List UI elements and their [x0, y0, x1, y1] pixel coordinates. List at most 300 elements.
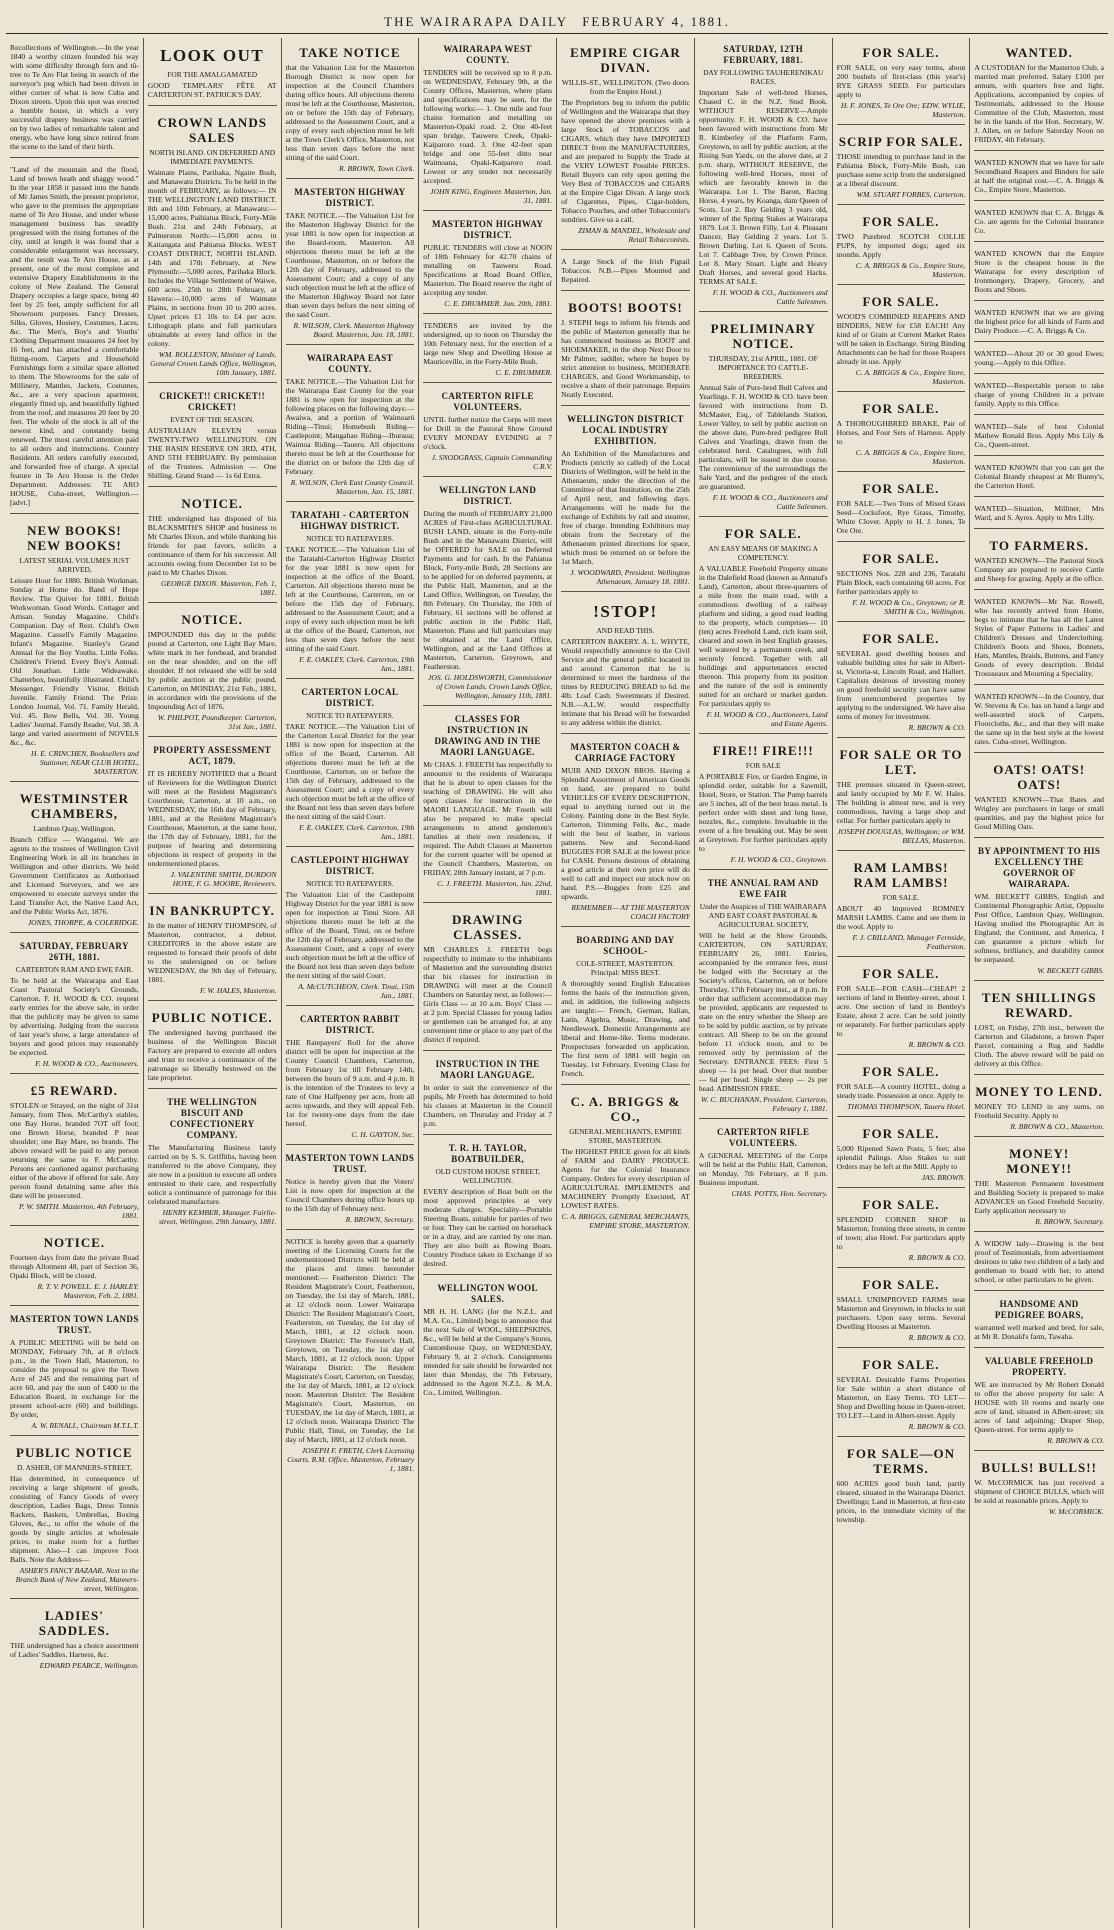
- ad-body: WANTED KNOWN that you can get the Colonial Brandy cheapest at Mr Bunny's, the Carterton Hotel.: [974, 463, 1104, 490]
- ad-heading: CARTERTON RIFLE VOLUNTEERS.: [716, 1127, 810, 1148]
- advertisement: [974, 1139, 1104, 1232]
- advertisement: [423, 316, 552, 383]
- ad-body: THE premises situated in Queen-street, and lately occupied by Mr F. W. Hales. The building is almost new, and is very commodious, having a large shop and cellar. For further particulars apply to: [836, 780, 966, 825]
- advertisement: [837, 127, 966, 205]
- ad-heading: FOR SALE.: [862, 1126, 940, 1141]
- ad-signature: JOSEPH F. FRETH, Clerk Licensing Courts. R.M. Office, Masterton, February 1, 1881.: [287, 1446, 415, 1473]
- ad-heading: TARATAHI - CARTERTON HIGHWAY DISTRICT.: [290, 510, 410, 531]
- ad-body: WM. BECKETT GIBBS, English and Continental Photographic Artist, Opposite Post Office, Lambton Quay, Wellington. Having studied the Photographic Art in England, the Continent, and America, I can guarantee a picture which for softness, brilliancy, and durability cannot be surpassed.: [974, 892, 1104, 964]
- ad-heading: FOR SALE.: [862, 551, 940, 566]
- ad-subheading: FOR THE AMALGAMATED: [167, 70, 258, 79]
- ad-heading: THE WELLINGTON BISCUIT AND CONFECTIONERY COMPANY.: [167, 1097, 258, 1140]
- advertisement: [837, 853, 966, 957]
- ad-heading: IN BANKRUPTCY.: [149, 903, 275, 918]
- ad-heading: FOR SALE.: [862, 966, 940, 981]
- ad-subheading: COLE-STREET, MASTERTON. Principal: MISS BEST.: [576, 959, 675, 977]
- advertisement: [561, 736, 690, 927]
- ad-subheading: NOTICE TO RATEPAYERS.: [306, 711, 394, 720]
- ad-heading: PUBLIC NOTICE.: [151, 1010, 273, 1025]
- ad-heading: NEW BOOKS! NEW BOOKS!: [27, 523, 122, 553]
- ad-signature: H. E. CRINCHEN, Booksellers and Stationer, NEAR CLUB HOTEL, MASTERTON.: [30, 749, 139, 776]
- ad-body: GOOD TEMPLARS' FÊTE AT CARTERTON ST. PATRICK'S DAY.: [147, 81, 277, 99]
- advertisement: [699, 519, 828, 734]
- ad-body: A thoroughly sound English Education forms the basis of the instruction given, and, in addition, the following subjects are taught:— French, German, Italian, Latin, Algebra, Music, Drawing, and Needlework. Domestic Arrangements are liberal and Home-like. Terms moderate. Prospectuses forwarded on application. The first term of 1881 will begin on Tuesday, 1st February. Evening Class for French.: [561, 979, 690, 1078]
- advertisement: [561, 929, 690, 1085]
- advertisement: [10, 1228, 139, 1306]
- ad-signature: ZIMAN & MANDEL, Wholesale and Retail Tobacconists.: [578, 226, 690, 244]
- ad-body: Will be held at the Show Grounds, CARTERTON, ON SATURDAY, FEBRUARY 26, 1881. Entries, accompanied by the entrance fees, must be lodged with the Secretary at the Society's offices, Carterton, on or before Thursday, 17th February inst., at 8 p.m. In order that sufficient accommodation may be provided, applicants are requested to state on the entry whether the Sheep are to be sold by public auction, or by private contract. All Sheep to be on the ground before 11 o'clock noon, and to be removed only by permission of the Secretary. ENTRANCE FEES: First 5 sheep — 1s per head. Over that number — 6d per head. Single sheep — 2s per head. ADMISSION FREE.: [698, 931, 828, 1093]
- ad-body: WANTED KNOWN that the Empire Store is the cheapest house in the Wairarapa for every description of Ironmongery, Drapery, Grocery, and Boots and Shoes.: [974, 249, 1104, 294]
- ad-signature: ASHER'S FANCY BAZAAR, Next to the Branch Bank of New Zealand, Manners-street, Wellington.: [15, 1566, 139, 1593]
- ad-heading: BOARDING AND DAY SCHOOL-: [576, 935, 675, 956]
- ad-heading: PROPERTY ASSESSMENT ACT, 1879.: [153, 745, 272, 766]
- ad-body: warranted well marked and bred, for sale, at Mr R. Donald's farm, Tawaha.: [974, 1323, 1104, 1341]
- ad-subheading: DAY FOLLOWING TAUHERENIKAU RACES.: [703, 68, 824, 86]
- ad-heading: FOR SALE.: [862, 294, 940, 309]
- ad-subheading: Lambton Quay, Wellington.: [33, 824, 116, 833]
- ad-signature: F. E. OAKLEY, Clerk. Carterton, 19th Jan., 1881.: [299, 655, 415, 673]
- ad-body: A VALUABLE Freehold Property situate in the Dalefield Road (known as Annand's Land), Carterton, about three-quarters of a mile from the main road, with a commodious dwelling of a railway platform and siding, a good road leading to the property, which comprises— 10 (ten) acres Freehold Land, rich loam soil, cleared and sown in best English grasses, well watered by a permanent creek, and securely fenced. Together with all buildings and appurtenances erected thereon. This property from its position and the nature of the soil is eminently suited for an orchard or market garden. For particulars apply to: [698, 564, 828, 708]
- advertisement: [148, 1091, 277, 1231]
- advertisement: [974, 1453, 1104, 1521]
- ad-signature: HENRY KEMBER, Manager. Fairlie-street, Wellington, 29th January, 1881.: [158, 1208, 277, 1226]
- advertisement: [148, 739, 277, 894]
- ad-body: A WIDOW lady—Drawing is the best proof of Testimonials, from advertisement desirous to take two children of a lady and gentleman to board with her, to attend school, or other particulars to be given.: [974, 1239, 1104, 1284]
- ad-body: The Manufacturing Business lately carried on by S. S. Griffiths, having been transferred to the above Company, they are now in a position to execute all orders entrusted to their care, and respectfully solicit a continuance of patronage for this celebrated manufacture.: [147, 1143, 277, 1206]
- advertisement: [837, 207, 966, 285]
- advertisement: [10, 1601, 139, 1675]
- ad-signature: R. WILSON, Clerk. Masterton Highway Board. Masterton, Jan. 18, 1881.: [293, 321, 415, 339]
- advertisement: [837, 624, 966, 738]
- ad-signature: W. McCORMICK.: [1048, 1507, 1104, 1516]
- ad-heading: CRICKET!! CRICKET!! CRICKET!: [159, 391, 266, 412]
- advertisement: [148, 896, 277, 1001]
- ad-heading: FOR SALE.: [862, 481, 940, 496]
- advertisement: [974, 755, 1104, 838]
- ad-signature: JOHN KING, Engineer. Masterton, Jan. 31, 1881.: [430, 187, 553, 205]
- ad-heading: WANTED.: [1005, 45, 1073, 60]
- ad-signature: R. BROWN, Town Clerk.: [339, 164, 415, 173]
- ad-body: TAKE NOTICE.—The Valuation List of the Taratahi-Carterton Highway District for the year 1881 is now open for inspection at the office of the Board, Carterton. All objections thereto must be left at the Courthouse, Carterton, on or before the 15th day of February, addressed to the Assessment Court; and a copy of every such objection must be left at the office of the Board, Carterton, not less than seven days before the next sitting of the said Court.: [285, 545, 415, 653]
- ad-body: In order to suit the convenience of the pupils, Mr Freeth has determined to hold his classes at Masterton in the Council Chambers, on Thursday and Friday at 7 p.m.: [423, 1083, 553, 1128]
- ad-body: FOR SALE.—Two Tons of Mixed Grass Seed—Cocksfoot, Rye Grass, Timothy, White Clover. Apply to H. J. Jones, Te Ore Ore.: [836, 499, 966, 535]
- ad-heading: LADIES' SADDLES.: [38, 1608, 110, 1638]
- ad-heading: THE ANNUAL RAM AND EWE FAIR: [707, 878, 819, 899]
- ad-heading: NOTICE.: [181, 612, 243, 627]
- ad-heading: BY APPOINTMENT TO HIS EXCELLENCY THE GOVERNOR OF WAIRARAPA.: [977, 846, 1101, 889]
- ad-signature: CHAS. POTTS, Hon. Secretary.: [731, 1189, 828, 1198]
- ad-body: In the matter of HENRY THOMPSON, of Masterton, contractor, a debtor. CREDITORS in the above estate are requested to forward their proofs of debt to the undersigned on or before WEDNESDAY, the 9th day of February, 1881.: [147, 921, 277, 984]
- ad-heading: PUBLIC NOTICE: [16, 1445, 133, 1460]
- advertisement: [423, 1277, 552, 1403]
- column-4: [419, 38, 557, 1928]
- advertisement: [974, 592, 1104, 685]
- advertisement: [286, 1232, 415, 1478]
- columns: [6, 38, 1108, 1928]
- ad-heading: FOR SALE.: [862, 1277, 940, 1292]
- ad-body: WANTED KNOWN—Mr Nat. Rowell, who has recently arrived from Home, begs to intimate that he has all the Latest Styles of Paper Patterns in Ladies' and Children's Dresses and Underclothing. Children's Boots and Shoes, Bonnets, Hats, Mantles, Braids, Buttons, and Fancy Goods of every description. Bridal Trousseaux and Mourning a Speciality.: [974, 597, 1104, 678]
- column-7: [833, 38, 971, 1928]
- advertisement: [974, 344, 1104, 374]
- advertisement: [286, 347, 415, 502]
- advertisement: [423, 1137, 552, 1275]
- ad-heading: WELLINGTON LAND DISTRICT.: [439, 485, 537, 506]
- advertisement: [699, 38, 828, 312]
- column-6: [695, 38, 833, 1928]
- ad-heading: CASTLEPOINT HIGHWAY DISTRICT.: [290, 855, 410, 876]
- ad-subheading: LATEST SERIAL VOLUMES JUST ARRIVED,: [19, 556, 130, 574]
- ad-signature: R. BROWN & CO.: [908, 1040, 966, 1049]
- ad-body: Important Sale of well-bred Horses, Chased C. in the N.Z. Stud Book. WITHOUT RESERVE—Ample opportunity. F. H. WOOD & CO. have been favored with instructions from Mr R. Kimberley of the Platform Farm, Greytown, to sell by public auction, at the Rising Sun Yards, on the above date, at 2 p.m. sharp, WITHOUT RESERVE, the following well-bred Horses, most of which are favorably known in the Wairarapa. Lot 1. The Baron, Racing Horse, 4 years, by Koanga, dam Queen of Scots. Lot 2. Bay Gelding 3 years old, winner of the Spring Stakes at Wairarapa 1879. Lot 3. Brown Filly. Lot 4. Pleasant Dancer, Bay Gelding 2 years. Lot 5. Brown Darling. Lot 6. Queen of Scots. Lot 7. Cabbage Tree, by Crown Prince. Lot 8. Mary Stuart. Light and Heavy Draft Horses, and several good Hacks. TERMS AT SALE.: [698, 88, 828, 286]
- advertisement: [10, 516, 139, 782]
- ad-signature: WM. ROLLESTON, Minister of Lands. General Crown Lands Office, Wellington, 10th January, 1881.: [150, 350, 277, 377]
- ad-body: Recollections of Wellington.—In the year 1840 a worthy citizen founded his way with some difficulty through fern and tû-tree to Te Aro Flat being in search of the surveyor's peg which had been driven in either corner of what is now Cuba and Dixon streets. Upon this spot was erected a humble house, in which a very successful drapery business was carried on by two ladies of remarkable talent and energy, who have long since retired from the scene to the land of their birth.: [10, 43, 139, 151]
- advertisement: [286, 681, 415, 847]
- ad-heading: MONEY! MONEY!!: [1006, 1146, 1072, 1176]
- ad-body: WOOD'S COMBINED REAPERS AND BINDERS, NEW for £58 EACH! Any kind of or Grain at Current Market Rates will be taken in Exchange. String Binding Attachments can be had for those Reapers already in use. Apply: [836, 312, 966, 366]
- advertisement: [974, 303, 1104, 342]
- ad-signature: H. F. JONES, Te Ore Ore; EDW. WYLIE, Masterton.: [840, 101, 966, 119]
- masthead-title: THE WAIRARAPA DAILY: [384, 14, 569, 29]
- ad-heading: MASTERTON COACH & CARRIAGE FACTORY: [570, 742, 681, 763]
- advertisement: [10, 1308, 139, 1436]
- ad-heading: TEN SHILLINGS REWARD.: [981, 990, 1097, 1020]
- ad-body: WANTED—Situation, Milliner, Mrs Ward, and S. Ayres. Apply to Mrs Lilly.: [974, 504, 1104, 522]
- ad-heading: !STOP!: [593, 602, 658, 621]
- ad-body: PUBLIC TENDERS will close at NOON of 18th February for 42.70 chains of metalling on Tauweru Road. Specifications at Road Board Office, Masterton. The Board reserve the right of accepting any tender.: [423, 243, 553, 297]
- advertisement: [148, 489, 277, 603]
- ad-signature: EDWARD PEARCE, Wellington.: [39, 1661, 139, 1670]
- ad-signature: R. T. V. POWELL. E. J. HARLEY. Masterton, Feb. 2, 1881.: [37, 1282, 139, 1300]
- advertisement: [10, 784, 139, 933]
- advertisement: [561, 594, 690, 734]
- advertisement: [561, 1087, 690, 1235]
- advertisement: [837, 394, 966, 472]
- ad-body: CARTERTON BAKERY. A. L. WHYTE, Would respectfully announce to the Civil Service and the general public located in and around Carterton that he is determined to meet the hardness of the times by REDUCING BREAD to 6d. the 4lb. Loaf Cash. Sweetmeats if Desired. N.B.—A.L.W. would respectfully intimate that his Bread will be forwarded to any address within the district.: [561, 637, 690, 727]
- ad-heading: WESTMINSTER CHAMBERS,: [19, 791, 129, 821]
- ad-signature: R. BROWN, Secretary.: [345, 1215, 415, 1224]
- ad-signature: R. BROWN & CO.: [908, 1333, 966, 1342]
- ad-body: TAKE NOTICE.—The Valuation List for the Masterton Highway District for the year 1881 is now open for inspection at the Board-room, Masterton. All objections thereto must be left at the Courthouse, Masterton, on or before the 12th day of February, addressed to the Assessment Court; and a copy of any such objection must be left at the office of the Masterton Highway Board not later than seven days before the next sitting of the said Court.: [285, 211, 415, 319]
- ad-subheading: OLD CUSTOM HOUSE STREET, WELLINGTON.: [435, 1167, 540, 1185]
- advertisement: [423, 1053, 552, 1135]
- ad-body: that the Valuation List for the Masterton Borough District is now open for inspection at the Council Chambers during office hours. All objections thereto must be left at the Courthouse, Masterton, on or before the 15th day of February, addressed to the Assessment Court, and a copy of every such objection must be left at the Town Clerk's Office, Masterton, not less than seven days before the next sitting of the said Court.: [285, 63, 415, 162]
- ad-signature: C. E. DRUMMER. Jan. 20th, 1881.: [444, 299, 553, 308]
- ad-signature: JOSEPH DOUGLAS, Wellington; or WM. BELLAS, Masterton.: [837, 827, 966, 845]
- ad-heading: CARTERTON LOCAL DISTRICT.: [301, 687, 399, 708]
- ad-heading: TO FARMERS.: [989, 538, 1089, 553]
- column-3: [282, 38, 420, 1928]
- ad-body: During the month of FEBRUARY 21,000 ACRES of First-class AGRICULTURAL BUSH LAND, situate in the Forty-mile Bush and in the Manawatu District, will be OFFERED for SALE on Deferred Payments and for cash. In the Pahiatua Block, Forty-mile Bush, 28 Sections are to be applied for on deferred payments, at the Public Hall, Masterton, and at the Land Office, Wellington, on Tuesday, the 8th February. On Thursday, the 10th of February, 61 sections will be offered at public auction in the Public Hall, Masterton. Plans and full particulars may be obtained at the Land Office, Wellington, and at the Land Offices at Masterton, Carterton, Greytown, and Featherston.: [423, 509, 553, 671]
- ad-heading: FOR SALE.: [862, 1197, 940, 1212]
- ad-subheading: CARTERTON RAM AND EWE FAIR.: [15, 965, 134, 974]
- ad-subheading: NORTH ISLAND. ON DEFERRED AND IMMEDIATE PAYMENTS.: [149, 148, 276, 166]
- ad-body: THE Masterton Permanent Investment and Building Society is prepared to make ADVANCES on Good Freehold Security. Early application necessary to: [974, 1179, 1104, 1215]
- advertisement: [148, 1003, 277, 1089]
- ad-body: To be held at the Wairarapa and East Coast Pastoral Society's Grounds, Carterton. F. H. WOOD & CO. request early entries for the above sale, in order that the publicity may be given to same by advertising. Judging from the success of last year's show, a large attendance of buyers and good prices may reasonably be expected.: [10, 976, 139, 1057]
- advertisement: [699, 314, 828, 517]
- ad-body: SECTIONS Nos. 228 and 236, Taratahi Plain Block, each containing 60 acres. For further particulars apply to: [836, 569, 966, 596]
- advertisement: [561, 293, 690, 406]
- advertisement: [974, 1234, 1104, 1291]
- ad-body: FOR SALE, on very easy terms, about 200 bushels of first-class (this year's) RYE GRASS SEED. For particulars apply to: [836, 63, 966, 99]
- ad-heading: CROWN LANDS SALES: [157, 115, 267, 145]
- ad-body: WE are instructed by Mr Robert Donald to offer the above property for sale: A HOUSE with 10 rooms and nearly one acre of land, situated in Albert-street; six acres of land adjoining; Draper Shop, Queen-street. For terms apply to: [974, 1380, 1104, 1434]
- ad-body: THE undersigned has a choice assortment of Ladies' Saddles, Harness, &c.: [10, 1641, 139, 1659]
- ad-body: An Exhibition of the Manufactures and Products (strictly so called) of the Local Districts of Wellington, will be held in the Athenaeum, under the direction of the Committee of that Institution, on the 25th of April next, and following days. Arrangements will be made for the exchange of Exhibits by rail and steamer, free of charge. Intending Exhibitors may obtain from the Secretary of the Athenaeum printed directions for space, which must be returned on or before the 1st March.: [561, 449, 690, 566]
- ad-body: A Large Stock of the Irish Pigtail Tobaccos. N.B.—Pipes Mounted and Repaired.: [561, 257, 690, 284]
- advertisement: [974, 499, 1104, 529]
- ad-signature: J. WOODWARD, President. Wellington Athenaeum, January 18, 1881.: [570, 568, 690, 586]
- advertisement: [837, 740, 966, 851]
- ad-body: A GENERAL MEETING of the Corps will be held at the Public Hall, Carterton, on Monday, 7th February, at 8 p.m. Business important.: [698, 1151, 828, 1187]
- ad-signature: R. BROWN & CO.: [908, 723, 966, 732]
- advertisement: [286, 504, 415, 679]
- ad-body: TAKE NOTICE.—The Valuation List for the Wairarapa East County for the year 1881 is now open for inspection at the following places on the following days:— Awaiwa, and a portion of Waimoarú Riding—Tinui; Homebush Riding—Castlepoint; Mangahao Riding—Ihuraua; Waimoa Riding—Taueru. All objections thereto must be left at the Courthouse for the district on or before the 12th day of February.: [285, 377, 415, 476]
- ad-body: Annual Sale of Pure-bred Bull Calves and Yearlings. F. H. WOOD & CO. have been favored with instructions from D. McMaster, Esq., of Tablelands Station, Lower Valley, to sell by public auction on the above date, Pure-bred pedigree Bull Calves and Yearlings, drawn from the celebrated herd. Catalogues, with full particulars, will be issued in due course. The convenience of the surroundings the Sale Yard, and the pedigree of the stock are guaranteed.: [698, 383, 828, 491]
- advertisement: [837, 1190, 966, 1268]
- ad-body: WANTED KNOWN that we are giving the highest price for all kinds of Farm and Dairy Produce.—C. A. Briggs & Co.: [974, 308, 1104, 335]
- advertisement: [286, 1147, 415, 1230]
- ad-body: SMALL UNIMPROVED FARMS near Masterton and Greytown, in blocks to suit purchasers. Upon easy terms. Several Dwelling Houses at Masterton.: [836, 1295, 966, 1331]
- advertisement: [148, 605, 277, 737]
- advertisement: [837, 287, 966, 392]
- advertisement: [837, 1270, 966, 1348]
- ad-body: The undersigned having purchased the business of the Wellington Biscuit Factory are prepared to execute all orders and trust to receive a continuance of the patronage so liberally bestowed on the late proprietor.: [147, 1028, 277, 1082]
- advertisement: [10, 935, 139, 1074]
- ad-body: WANTED—Sale of best Colonial Mathew Ronald Bros. Apply Mrs Lily & Co., Queen-street.: [974, 422, 1104, 449]
- ad-heading: INSTRUCTION IN THE MAORI LANGUAGE.: [435, 1059, 540, 1080]
- ad-body: WANTED KNOWN—In the Country, that W. Stevens & Co. has on hand a large and well-assorted stock of Carpets, Floorcloths, &c., and that they will make the same up in the best style at the lowest rates. Cuba-street, Wellington.: [974, 692, 1104, 746]
- ad-heading: FOR SALE.: [862, 214, 940, 229]
- advertisement: [423, 38, 552, 211]
- ad-heading: SCRIP FOR SALE.: [838, 134, 964, 149]
- advertisement: [837, 544, 966, 622]
- advertisement: [837, 959, 966, 1055]
- ad-signature: GEORGE DIXON. Masterton, Feb. 1, 1881.: [160, 579, 277, 597]
- ad-body: THOSE intending to purchase land in the Pahiatua Block, Forty-Mile Bush, can purchase some scrip from the undersigned at a liberal discount.: [836, 152, 966, 188]
- ad-body: FOR SALE—FOR CASH—CHEAP! 2 sections of land in Bentley-street, about 1 acre. One section of land in Bentley's Estate, about 2 acre. Can be sold jointly or separately. For further particulars apply to: [836, 984, 966, 1038]
- ad-subheading: WILLIS-ST., WELLINGTON. (Two doors from the Empire Hotel.): [561, 78, 690, 96]
- ad-body: IMPOUNDED this day in the public pound at Carterton, one Light Bay Mare, white mark in her forehead, and branded on the near shoulder, and on the off shoulder. If not released she will be sold by public auction at the public pound, Carterton, on MONDAY, 21st Feb., 1881, in accordance with the provisions of the Impounding Act of 1876.: [147, 630, 277, 711]
- ad-signature: C. A. BRIGGS, GENERAL MERCHANTS, EMPIRE STORE, MASTERTON.: [561, 1212, 690, 1230]
- ad-body: TENDERS will be received up to 8 p.m. on WEDNESDAY, February 9th, at the County Offices, Masterton, where plans and specifications may be seen, for the following works:— 1. One mile and four chains formation and metalling on Masterton-Opaki road. 2. One 40-feet span bridge, Tauweru Creek, Opaki-Kaiparoro road. 3. One 42-feet span bridge and one 55-feet ditto near Waimoana, Opaki-Kaiparoro road. Lowest or any tender not necessarily accepted.: [423, 68, 553, 185]
- ad-heading: MASTERTON TOWN LANDS TRUST.: [10, 1314, 139, 1335]
- ad-signature: A. W. RENALL, Chairman M.T.L.T.: [31, 1421, 139, 1430]
- advertisement: [423, 905, 552, 1051]
- ad-heading: WAIRARAPA EAST COUNTY.: [306, 353, 394, 374]
- advertisement: [974, 38, 1104, 151]
- ad-subheading: EVENT OF THE SEASON.: [170, 415, 255, 424]
- ad-body: TENDERS are invited by the undersigned, up to noon on Thursday the 10th February next, for the erection of a large new Shop and Dwelling House at Mauriceville, in the Forty-Mile Bush.: [423, 321, 553, 366]
- ad-signature: JAS. BROWN.: [921, 1173, 966, 1182]
- ad-body: J. STEPH begs to inform his friends and the public of Masterton generally that he has commenced business as BOOT and SHOEMAKER, in the shop Next Door to Mr Palmer, saddler, where he hopes by strict attention to business, MODERATE CHARGES, and Good Workmanship, to receive a share of their patronage. Repairs Neatly Executed.: [561, 318, 690, 399]
- ad-body: FOR SALE—A country HOTEL, doing a steady trade. Possession at once. Apply to: [836, 1082, 966, 1100]
- ad-heading: FOR SALE.: [862, 401, 940, 416]
- column-8: [970, 38, 1108, 1928]
- ad-heading: FOR SALE.: [724, 526, 802, 541]
- advertisement: [699, 872, 828, 1119]
- ad-subheading: FOR SALE.: [882, 893, 920, 902]
- ad-body: A PUBLIC MEETING will be held on MONDAY, February 7th, at 8 o'clock p.m., in the Town Hall, Masterton, to consider the proposal to give the Town Acre of 245 and the remaining part of acre 60, and pay the sum of £400 to the Education Board, in exchange for the present school-acre (60) and buildings. By order,: [10, 1338, 139, 1419]
- ad-signature: JONES, THORPE, & COLERIDGE.: [27, 918, 139, 927]
- ad-heading: NOTICE.: [43, 1235, 106, 1250]
- ad-signature: P. W. SMITH. Masterton, 4th February, 1881.: [18, 1202, 139, 1220]
- ad-body: UNTIL further notice the Corps will meet for Drill in the Pastoral Show Ground EVERY MONDAY EVENING at 7 o'clock.: [423, 415, 553, 451]
- ad-signature: R. BROWN & CO., Masterton.: [1010, 1122, 1104, 1131]
- ad-body: WANTED KNOWN—That Bates and Wrigley are purchasers in large or small quantities, and pay the highest price for Good Milling Oats.: [974, 795, 1104, 831]
- advertisement: [974, 203, 1104, 242]
- ad-heading: VALUABLE FREEHOLD PROPERTY.: [984, 1356, 1094, 1377]
- ad-signature: J. VALENTINE SMITH, DURDON HOYE, F. G. MOORE, Reviewers.: [170, 870, 277, 888]
- ad-heading: HANDSOME AND PEDIGREE BOARS,: [994, 1299, 1084, 1320]
- masthead-date: FEBRUARY 4, 1881.: [582, 14, 730, 29]
- ad-heading: FOR SALE—ON TERMS.: [846, 1446, 956, 1476]
- advertisement: [148, 385, 277, 487]
- ad-body: WANTED KNOWN that C. A. Briggs & Co. are agents for the Colonial Insurance Co.: [974, 208, 1104, 235]
- ad-signature: C. J. FREETH. Masterton, Jan. 22nd, 1881.: [437, 879, 553, 897]
- ad-signature: J. SNODGRASS, Captain Commanding C.R.V.: [431, 453, 553, 471]
- ad-signature: F. J. CRILLAND, Manager Fernside, Featherston.: [852, 933, 966, 951]
- ad-heading: EMPIRE CIGAR DIVAN.: [570, 45, 681, 75]
- advertisement: [837, 474, 966, 542]
- advertisement: [974, 1350, 1104, 1451]
- ad-body: MR H. H. LANG (for the N.Z.L. and M.A. Co., Limited) begs to announce that the next Sale of WOOL, SHEEPSKINS, &c., will be held at the Company's Stores, Customhouse Quay, on WEDNESDAY, February 9, at 2 o'clock. Consignments intended for sale should be forwarded not later than Monday, the 7th February, addressed to the Agent N.Z.L. & M.A. Co., Limited, Wellington.: [423, 1307, 553, 1397]
- ad-signature: C. H. GAYTON, Sec.: [351, 1130, 415, 1139]
- advertisement: [974, 687, 1104, 753]
- advertisement: [837, 1439, 966, 1530]
- ad-heading: LOOK OUT: [160, 46, 265, 65]
- ad-body: THE undersigned has disposed of his BLACKSMITH'S SHOP and business to Mr Charles Dixon, and while thanking his friends for past favors, solicits a continuance of them for his successor. All accounts owing from December 1st to be paid to Mr Charles Dixon.: [147, 514, 277, 577]
- ad-signature: R. BROWN & CO.: [908, 1253, 966, 1262]
- ad-body: Branch Office — Wanganui. We are agents to the trustees of Wellington Civil Engineering Work in all its branches in Wellington and other districts. We hold Government Certificates as Authorised and Licensed Surveyors, and we are empowered to execute surveys under the Land Transfer Act, the Native Land Act, and the Public Works Act, 1876.: [10, 835, 139, 916]
- advertisement: [699, 1121, 828, 1203]
- advertisement: [974, 458, 1104, 497]
- ad-body: "Land of the mountain and the flood, Land of brown heath and shaggy wood." In the year 1858 it passed into the hands of Mr James Smith, the present proprietor, who gave to the premises the appropriate name of Te Aro House, and under whose management business has steadily progressed with the rising fortunes of the city, until at length it was found that a considerable enlargement was necessary, and the result was Te Aro House, as at present, one of the most complete and extensive Drapery Establishments in the colony of New Zealand. The General Drapery occupies a large space, being 40 feet by 25 feet, amply sufficient for all Showroom purposes. Fancy Dresses, Silks, Gloves, Hosiery, Costumes, Laces, &c. The Men's, Boy's and Youths' Clothing Department measures 24 feet by 16 feet, and has attached a comfortable fitting-room. Carpets and Household Furnishings form a similar space allotted to them. The Showrooms for the sale of Millinery, Mantles, Jackets, Costumes, &c., are a very spacious apartment, elegantly fitted up, and beautifully lighted from the roof, and measures 20 feet by 20 feet. The whole of the stock is all of the newest kind, and constantly being renewed. The most careful attention paid to all orders and instructions. Country Residents. All orders carefully executed, and forwarded free of charge. A special feature in Te Aro House is the Order Department. Addresses: TE ARO HOUSE, Cuba-street, Wellington.—[advt.]: [10, 165, 139, 507]
- ad-body: NOTICE is hereby given that a quarterly meeting of the Licensing Courts for the undermentioned Districts will be held at the places and times hereunder mentioned:— Featherston District: The Resident Magistrate's Court, Featherston, on Tuesday, the 1st day of March, 1881, at 12 o'clock noon. Lower Wairarapa District: The Resident Magistrate's Court, Featherston, on Tuesday, the 1st day of March, 1881, at 12 o'clock noon. Greytown District: The Forester's Hall, Greytown, on Tuesday, the 1st day of March, 1881, at 12 o'clock noon. Upper Wairarapa District: The Resident Magistrate's Court, Carterton, on Tuesday, the 1st day of March, 1881, at 12 o'clock noon. Masterton District: The Resident Magistrate's Court, Masterton, on TUESDAY, the 1st day of March, 1881, at 12 o'clock noon. Wairarapa District: The Public Hall, Tinui, on Tuesday, the 1st day of March, 1881, at 12 o'clock noon.: [285, 1237, 415, 1444]
- ad-heading: MASTERTON TOWN LANDS TRUST.: [285, 1153, 415, 1174]
- advertisement: [561, 408, 690, 592]
- ad-signature: C. A. BRIGGS & Co., Empire Store, Masterton.: [855, 368, 966, 386]
- ad-signature: F. E. OAKLEY, Clerk. Carterton, 19th Jan., 1881.: [299, 823, 415, 841]
- ad-body: Waimate Plains, Parihaka, Ngaire Bush, and Manawatu Districts. To be held in the month of FEBRUARY, as follows:— IN THE WELLINGTON LAND DISTRICT. 8th and 10th February, at Manawatu:—15,000 acres, Paihiatua Block, Forty-Mile Bush. 21st and 24th February, at Palmerston North:—15,000 acres in Kaitangata and Pahiatua Blocks. WEST COAST DISTRICT, NORTH ISLAND. 14th and 17th February, at New Plymouth:—5,000 acres, Parihaka Block. Includes the Village Settlement of Waiwe, 600 acres. 25th to 28th February, at Hawera:—10,000 acres of Waimate Plains, in sections from 10 to 200 acres. Upset prices £1 10s to £4 per acre. Lithograph plans and full particulars obtainable at every land office in the colony.: [147, 168, 277, 348]
- ad-heading: BULLS! BULLS!!: [981, 1460, 1097, 1475]
- ad-heading: £5 REWARD.: [30, 1083, 119, 1098]
- ad-subheading: THURSDAY, 21st APRIL, 1881. OF IMPORTANCE TO CATTLE-BREEDERS.: [708, 354, 818, 381]
- ad-body: Notice is hereby given that the Voters' List is now open for inspection at the Council Chambers during office hours up to the 15th day of February next.: [285, 1177, 415, 1213]
- ad-heading: WAIRARAPA WEST COUNTY.: [443, 44, 532, 65]
- advertisement: [10, 160, 139, 514]
- advertisement: [974, 1293, 1104, 1348]
- ad-body: W. McCORMICK has just received a shipment of CHOICE BULLS, which will be sold at reasonable prices. Apply to: [974, 1478, 1104, 1505]
- ad-body: WANTED—Respectable person to take charge of young Children in a private family. Apply to this Office.: [974, 381, 1104, 408]
- ad-body: Leisure Hour for 1880. British Workman. Sunday at Home do. Band of Hope Review. The Quiver for 1881. British Workwoman. Good Words. Cottager and Artisan. Sunday Magazine. Child's Companion. Day of Rest. Child's Own Magazine. Cassell's Family Magazine. Infant's Magazine. Stanley's Grand Annual for the Boy Youths. Little Folks. Children's Friend. Every Boy's Annual. Old Jonathan. Little Wideawake. Chatterbox, beautifully illustrated. Child's Messenger. Friendly Visitor. British Juvenile. Family Friend. The Prize. London Journal, Vol. 71. Family Herald, Vol. 45. Bow Bells, Vol. 30. Young Ladies' Journal. Family Reader, Vol. 38. A large and varied assortment of NOVELS &c., &c.: [10, 576, 139, 747]
- ad-heading: FIRE!! FIRE!!!: [712, 743, 814, 758]
- ad-heading: FOR SALE.: [862, 1064, 940, 1079]
- column-2: [144, 38, 282, 1928]
- ad-body: THE Ratepayers' Roll for the above district will be open for inspection at the County Council Chambers, Carterton, from February 1st till February 14th, between the hours of 9 a.m. and 4 p.m. It is the intention of the Trustees to levy a rate of One Halfpenny per acre, from all acres upwards, and they will appeal Feb. 1st for twenty-one days from the date hereof.: [285, 1038, 415, 1128]
- advertisement: [423, 213, 552, 314]
- ad-heading: TAKE NOTICE: [299, 45, 401, 60]
- advertisement: [148, 108, 277, 383]
- ad-body: Mr CHAS. J. FREETH has respectfully to announce to the residents of Wairarapa that he is about to open classes for the teaching of DRAWING. He will also open classes for instruction in the MAORI LANGUAGE. Mr Freeth will also be prepared to make special arrangements to attend gentlemen's families at their own residences, if required. The Adult Classes at Masterton for the current quarter will be opened at the Council Chambers, Masterton, on FRIDAY, 28th January instant, at 7 p.m.: [423, 760, 553, 877]
- ad-signature: F. H. WOOD & CO., Auctioneers, Land and Estate Agents.: [706, 710, 828, 728]
- ad-signature: F. H. WOOD & CO., Greytown.: [730, 855, 828, 864]
- ad-signature: A. McCUTCHEON, Clerk. Tinui, 15th Jan., 1881.: [298, 982, 415, 1000]
- ad-subheading: GENERAL MERCHANTS, EMPIRE STORE, MASTERTON.: [569, 1127, 682, 1145]
- advertisement: [286, 38, 415, 179]
- ad-heading: BOOTS! BOOTS!: [568, 300, 683, 315]
- ad-signature: C. A. BRIGGS & Co., Empire Store, Masterton.: [855, 261, 966, 279]
- ad-heading: FOR SALE OR TO LET.: [839, 747, 963, 777]
- ad-heading: RAM LAMBS! RAM LAMBS!: [853, 860, 949, 890]
- ad-body: WANTED KNOWN that we have for sale Secondhand Reapers and Binders for sale at half the original cost.—C. A. Briggs & Co., Empire Store, Masterton.: [974, 158, 1104, 194]
- advertisement: [148, 38, 277, 106]
- ad-signature: W. C. BUCHANAN, President. Carterton, February 1, 1881.: [700, 1095, 828, 1113]
- ad-subheading: Under the Auspices of THE WAIRARAPA AND EAST COAST PASTORAL & AGRICULTURAL SOCIETY,: [699, 902, 827, 929]
- masthead: [6, 0, 1108, 34]
- advertisement: [974, 376, 1104, 415]
- ad-signature: R. BROWN & CO.: [908, 1422, 966, 1431]
- advertisement: [837, 38, 966, 125]
- advertisement: [837, 1350, 966, 1437]
- ad-heading: SATURDAY, 12TH FEBRUARY, 1881.: [723, 44, 804, 65]
- ad-signature: W. PHILPOT, Poundkeeper. Carterton, 31st Jan., 1881.: [157, 713, 277, 731]
- advertisement: [423, 479, 552, 706]
- ad-body: The Valuation List of the Castlepoint Highway District for the year 1881 is now open for inspection at Tinui Store. All objections thereto must be left at the office of the Board, Tinui, on or before the 12th day of February, addressed to the Assessment Court, and a copy of every such objection must be left at the office of the Board not less than seven days before the next sitting of the said Court.: [285, 890, 415, 980]
- ad-body: Fourteen days from date the private Road through Allotment 48, part of Section 36, Opaki Block, will be closed.: [10, 1253, 139, 1280]
- ad-body: IT IS HEREBY NOTIFIED that a Board of Reviewers for the Wellington District will meet at the Resident Magistrate's Courthouse, Carterton, at 10 a.m., on WEDNESDAY, the 16th day of February, 1881, and at the Resident Magistrate's Courthouse, Masterton, at the same hour, the 17th day of February, 1881, for the purpose of hearing and determining objections in respect of property in the undermentioned places.: [147, 769, 277, 868]
- advertisement: [10, 1438, 139, 1599]
- ad-body: STOLEN or Strayed, on the night of 31st January, from Thos. McCarthy's stables, one Bay Horse, branded 7OT off foot; one Brown Horse, branded P near shoulder; one Bay Mare, no brands. The above reward will be paid to any person returning the same to F. McCarthy. Persons are cautioned against purchasing either of the above if offered for sale. Any person found detaining same after this date will be prosecuted.: [10, 1101, 139, 1200]
- ad-signature: R. WILSON, Clerk East County Council. Masterton, Jan. 15, 1881.: [290, 478, 415, 496]
- ad-signature: R. BROWN, Secretary.: [1035, 1217, 1104, 1226]
- ad-body: The Proprietors beg to inform the public of Wellington and the Wairarapa that they have opened the above premises with a large Stock of TOBACCOS and CIGARS, which they have IMPORTED DIRECT from the MANUFACTURERS, and are prepared to Supply the Trade at the VERY LOWEST Possible PRICES. Retail Buyers can rely upon getting the Very Best of TOBACCOS and CIGARS at the Empire Cigar Divan. A large stock of Cigarettes, Pipes, Cigar-holders, Tobacco Pouches, and other Tobacconist's sundries. Give us a call.: [561, 98, 690, 224]
- ad-heading: DRAWING CLASSES.: [452, 912, 524, 942]
- ad-heading: WELLINGTON DISTRICT LOCAL INDUSTRY EXHIBITION.: [567, 414, 684, 446]
- ad-heading: CARTERTON RIFLE VOLUNTEERS.: [441, 391, 534, 412]
- ad-body: LOST, on Friday, 27th inst., between the Carterton and Gladstone, a brown Paper Parcel, containing a Rug and Saddle Cloth. The above reward will be paid on delivery at this Office.: [974, 1023, 1104, 1068]
- ad-subheading: D. ASHER, OF MANNERS-STREET,: [16, 1463, 132, 1472]
- ad-subheading: FOR SALE: [745, 761, 781, 770]
- advertisement: [837, 1119, 966, 1188]
- ad-body: A PORTABLE Fire, or Garden Engine, in splendid order, suitable for a Sawmill, Hotel, Store, or Station. The Pump barrels are 5 inches, all of the best brass metal. Is perfect order with sheet and long hose, nozzles, &c., complete. Invaluable in the event of a fire breaking out. May be seen at Greytown. For further particulars apply to: [698, 772, 828, 853]
- ad-subheading: AND READ THIS.: [596, 626, 655, 635]
- ad-signature: REMEMBER— AT THE MASTERTON COACH FACTORY: [571, 903, 690, 921]
- advertisement: [561, 38, 690, 250]
- ad-heading: MASTERTON HIGHWAY DISTRICT.: [294, 187, 406, 208]
- ad-body: 600 ACRES good bush land, partly cleared, situated in the Wairarapa District. Dwellings; Land in Masterton, at first-rate prices, in the immediate vicinity of the township.: [836, 1479, 966, 1524]
- ad-signature: F. W. HALES, Masterton.: [199, 986, 277, 995]
- advertisement: [561, 252, 690, 291]
- advertisement: [974, 244, 1104, 301]
- ad-heading: MASTERTON HIGHWAY DISTRICT.: [432, 219, 544, 240]
- ad-subheading: NOTICE TO RATEPAYERS.: [306, 879, 394, 888]
- ad-body: 5,000 Ripened Sawn Posts, 5 feet; also splendid Palings. Also Stakes to suit Orders may be left at the Mill. Apply to: [836, 1144, 966, 1171]
- ad-heading: T. R. H. TAYLOR, BOATBUILDER,: [448, 1143, 527, 1164]
- ad-heading: C. A. BRIGGS & CO.,: [570, 1094, 681, 1124]
- ad-body: SEVERAL good dwelling houses and valuable building sites for sale in Albert-st, Victoria-st, Lincoln Road, and Hallert. Capitalists desirous of investing money on good freehold security can have same from unencumbered properties by applying to the undersigned. We have also sums of money for investment.: [836, 649, 966, 721]
- ad-heading: FOR SALE.: [862, 631, 940, 646]
- ad-signature: C. E. DRUMMER.: [495, 368, 553, 377]
- advertisement: [974, 840, 1104, 981]
- ad-signature: JOS. G. HOLDSWORTH, Commissioner of Crown Lands. Crown Lands Office, Wellington, January 11th, 1881.: [428, 673, 553, 700]
- advertisement: [286, 849, 415, 1006]
- ad-body: TWO Purebred SCOTCH COLLIE PUPS, by imported dogs; aged six months. Apply: [836, 232, 966, 259]
- ad-body: SEVERAL Desirable Farms Properties for Sale within a short distance of Masterton, on Easy Terms. TO LET—Shop and Dwelling house in Queen-street. TO LET—Land in Albert-street. Apply: [836, 1375, 966, 1420]
- ad-signature: THOMAS THOMPSON, Taueru Hotel.: [847, 1102, 966, 1111]
- ad-body: A CUSTODIAN for the Masterton Club, a married man preferred. Salary £100 per annum, with quarters free and light. Applications, accompanied by copies of Testimonials, addressed to the House Committee of the Club, Masterton, must be in the hands of the Hon. Secretary, W. J. Allen, on or before Saturday Noon on FRIDAY, 4th February.: [974, 63, 1104, 144]
